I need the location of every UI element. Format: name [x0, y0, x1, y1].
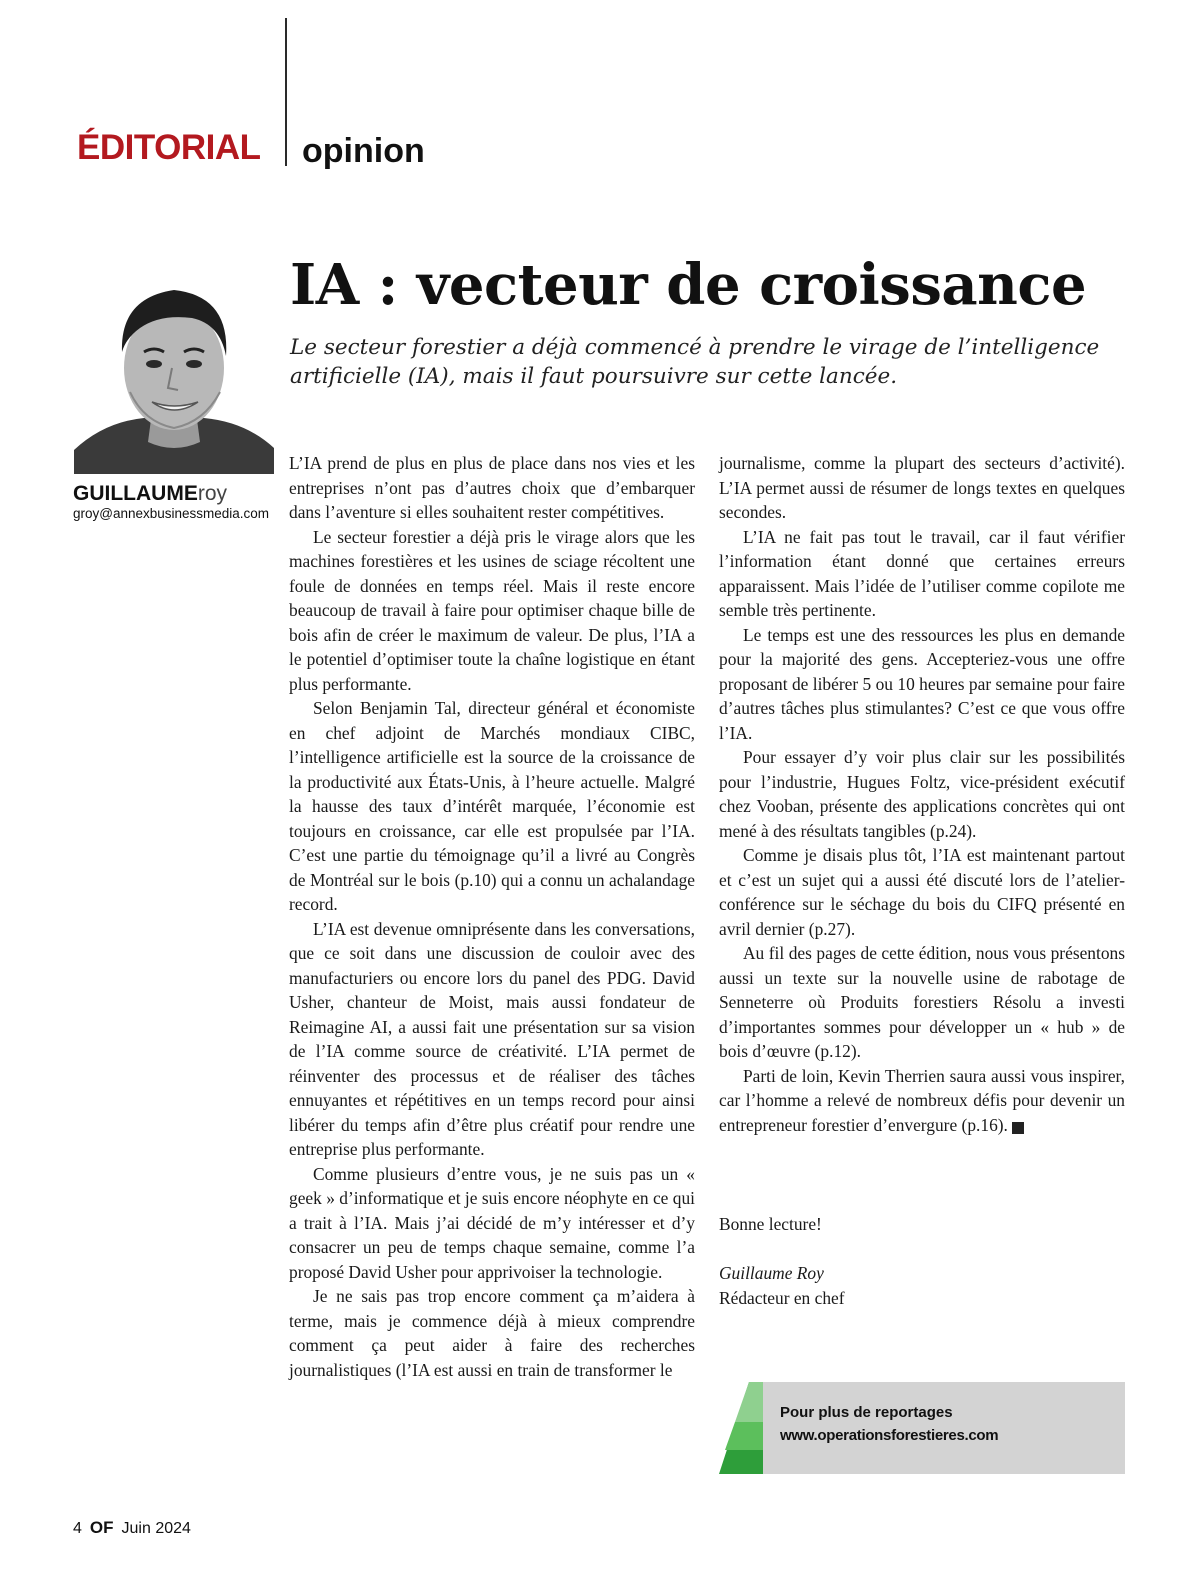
- paragraph: L’IA est devenue omniprésente dans les conversations, que ce soit dans une discussion de couloir avec des manufacturiers ou encore lors du panel des PDG. David Usher, chanteur de Moist, mais aussi fondateur de Reimagine AI, a aussi fait une présentation sur sa vision de l’IA comme source de créativité. L’IA permet de réinventer des processus et de réaliser des tâches ennuyantes et répétitives en un temps record pour ainsi libérer du temps afin d’être plus créatif pour rendre une entreprise plus performante.: [289, 918, 695, 1159]
- article-column-1: [289, 451, 695, 1382]
- author-portrait: [74, 272, 274, 474]
- paragraph: Je ne sais pas trop encore comment ça m’aidera à terme, mais je commence déjà à mieux comprendre comment ça peut aider à faire des recherches journalistiques (l’IA est aussi en train de transformer le: [289, 1286, 695, 1380]
- last-paragraph-text: Parti de loin, Kevin Therrien saura aussi vous inspirer, car l’homme a relevé de nombreux défis pour devenir un entrepreneur forestier d’envergure (p.16).: [719, 1065, 1125, 1135]
- header-divider: [285, 18, 287, 166]
- author-email[interactable]: groy@annexbusinessmedia.com: [73, 506, 270, 521]
- paragraph: Au fil des pages de cette édition, nous vous présentons aussi un texte sur la nouvelle usine de rabotage de Senneterre où Produits forestiers Résolu a investi d’importantes sommes pour développer un « hub » de bois d’œuvre (p.12).: [719, 943, 1125, 1061]
- signature-title: Rédacteur en chef: [719, 1287, 845, 1308]
- paragraph: Comme je disais plus tôt, l’IA est maintenant partout et c’est un sujet qui a aussi été discuté lors de l’atelier-conférence sur le séchage du bois du CIFQ présenté en avril dernier (p.27).: [719, 845, 1125, 939]
- end-of-article-icon: OF: [1012, 1122, 1024, 1134]
- paragraph: Le secteur forestier a déjà pris le virage alors que les machines forestières et les usines de sciage récoltent une foule de données en temps réel. Mais il reste encore beaucoup de travail à faire pour optimiser chaque bille de bois afin de créer le maximum de valeur. De plus, l’IA a le potentiel d’optimiser toute la chaîne logistique en étant plus performante.: [289, 526, 695, 694]
- tree-logo-icon: [719, 1382, 763, 1474]
- issue-date: Juin 2024: [121, 1520, 191, 1537]
- promo-link[interactable]: www.operationsforestieres.com: [780, 1427, 999, 1444]
- paragraph: Pour essayer d’y voir plus clair sur les possibilités pour l’industrie, Hugues Foltz, vice-président exécutif chez Vooban, présente des applications concrètes qui ont mené à des résultats tangibles (p.24).: [719, 747, 1125, 841]
- article-deck: Le secteur forestier a déjà commencé à prendre le virage de l’intelligence artificielle (IA), mais il faut poursuivre sur cette lancée.: [290, 335, 1100, 389]
- author-name: [73, 482, 227, 506]
- paragraph: L’IA prend de plus en plus de place dans nos vies et les entreprises n’ont pas d’autres choix que d’embarquer dans l’aventure si elles souhaitent rester compétitives.: [289, 453, 695, 522]
- paragraph: Comme plusieurs d’entre vous, je ne suis pas un « geek » d’informatique et je suis encore néophyte en ce qui a trait à l’IA. Mais j’ai décidé de m’y intéresser et d’y consacrer un peu de temps chaque semaine, comme l’a proposé David Usher pour apprivoiser la technologie.: [289, 1163, 695, 1282]
- closing-line: Bonne lecture!: [719, 1214, 822, 1234]
- section-title: ÉDITORIAL: [77, 128, 261, 167]
- signature-name: Guillaume Roy: [719, 1263, 824, 1283]
- paragraph: Selon Benjamin Tal, directeur général et économiste en chef adjoint de Marchés mondiaux CIBC, l’intelligence artificielle est la source de la croissance de la productivité aux États-Unis, à l’heure actuelle. Malgré la hausse des taux d’intérêt marquée, l’économie est toujours en croissance, car elle est propulsée par l’IA. C’est une partie du témoignage qu’il a livré au Congrès de Montréal sur le bois (p.10) qui a connu un achalandage record.: [289, 698, 695, 914]
- last-paragraph: [719, 1064, 1125, 1138]
- author-last-name: roy: [197, 482, 228, 505]
- paragraph: L’IA ne fait pas tout le travail, car il faut vérifier l’information étant donné que certaines erreurs apparaissent. Mais l’idée de l’utiliser comme copilote me semble très pertinente.: [719, 526, 1125, 620]
- magazine-name: OF: [89, 1518, 114, 1537]
- promo-label: Pour plus de reportages: [780, 1404, 953, 1421]
- article-column-2: [719, 451, 1125, 1137]
- page-footer: [73, 1518, 191, 1538]
- paragraph: journalisme, comme la plupart des secteurs d’activité). L’IA permet aussi de résumer de longs textes en quelques secondes.: [719, 453, 1125, 522]
- paragraph: Le temps est une des ressources les plus en demande pour la majorité des gens. Accepteriez-vous une offre proposant de libérer 5 ou 10 heures par semaine pour faire d’autres tâches plus stimulantes? C’est ce que vous offre l’IA.: [719, 624, 1125, 743]
- page-number: 4: [73, 1520, 82, 1537]
- closing-block: [719, 1212, 1125, 1310]
- article-title: IA : vecteur de croissance: [290, 252, 1087, 318]
- section-subtitle: opinion: [302, 132, 425, 170]
- author-first-name: GUILLAUME: [73, 482, 198, 505]
- promo-box[interactable]: [763, 1382, 1125, 1474]
- spacer: [719, 1237, 1125, 1262]
